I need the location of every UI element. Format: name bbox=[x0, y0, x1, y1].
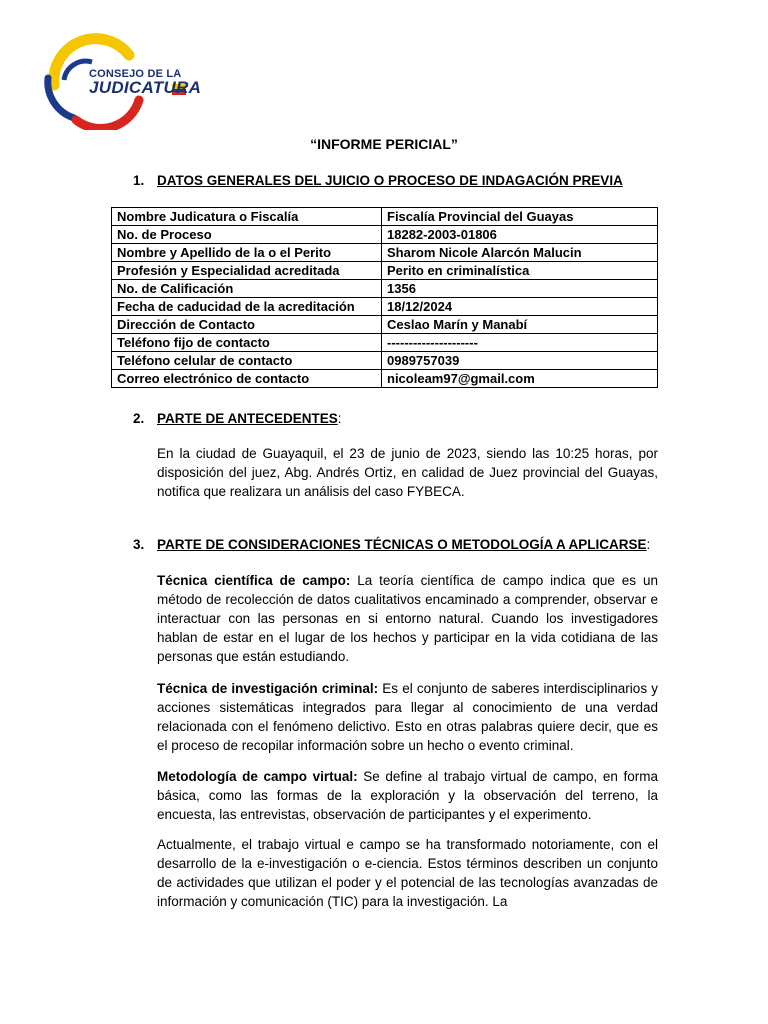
metodologia-virtual-paragraph bbox=[157, 767, 658, 824]
tecnica-cientifica-paragraph bbox=[157, 571, 658, 666]
section2-colon: : bbox=[337, 411, 342, 426]
row-value: Ceslao Marín y Manabí bbox=[382, 316, 658, 334]
section3-colon: : bbox=[646, 537, 651, 552]
section1-number: 1. bbox=[133, 173, 145, 188]
tecnica-cientifica-text: La teoría científica de campo indica que es un método de recolección de datos cualitativos encaminado a comprender, observar e interactuar con las personas en si entorno natural. Cuando los investigadores hablan de estar en el lugar de los hechos y participar en la vida cotidiana de las personas que están estudiando. bbox=[157, 573, 658, 664]
row-label: No. de Calificación bbox=[112, 280, 382, 298]
table-row bbox=[112, 316, 658, 334]
logo-inner-blue-arc bbox=[64, 61, 92, 80]
section1-heading bbox=[133, 173, 623, 188]
row-value: 18282-2003-01806 bbox=[382, 226, 658, 244]
row-value: Sharom Nicole Alarcón Malucin bbox=[382, 244, 658, 262]
section1-title: DATOS GENERALES DEL JUICIO O PROCESO DE INDAGACIÓN PREVIA bbox=[157, 173, 623, 188]
section2-number: 2. bbox=[133, 411, 145, 426]
table-row bbox=[112, 208, 658, 226]
row-label: Fecha de caducidad de la acreditación bbox=[112, 298, 382, 316]
row-value: 18/12/2024 bbox=[382, 298, 658, 316]
section3-title: PARTE DE CONSIDERACIONES TÉCNICAS O METODOLOGÍA A APLICARSE bbox=[157, 537, 647, 552]
row-value: 0989757039 bbox=[382, 352, 658, 370]
row-label: No. de Proceso bbox=[112, 226, 382, 244]
row-value: --------------------- bbox=[382, 334, 658, 352]
metodologia-virtual-text: Se define al trabajo virtual de campo, en forma básica, como las formas de la exploración y la observación del terreno, la encuesta, las entrevistas, observación de participantes y el experimento. bbox=[157, 769, 658, 822]
table-row bbox=[112, 298, 658, 316]
antecedentes-paragraph: En la ciudad de Guayaquil, el 23 de junio de 2023, siendo las 10:25 horas, por disposición del juez, Abg. Andrés Ortiz, en calidad de Juez provincial del Guayas, notifica que realizara un análisis del caso FYBECA. bbox=[157, 446, 658, 499]
section3-heading bbox=[133, 537, 650, 552]
row-value: Fiscalía Provincial del Guayas bbox=[382, 208, 658, 226]
table-row bbox=[112, 262, 658, 280]
section2-heading bbox=[133, 411, 342, 426]
row-label: Profesión y Especialidad acreditada bbox=[112, 262, 382, 280]
tecnica-investigacion-term: Técnica de investigación criminal: bbox=[157, 681, 379, 696]
row-value: Perito en criminalística bbox=[382, 262, 658, 280]
table-row bbox=[112, 352, 658, 370]
tecnica-investigacion-paragraph bbox=[157, 679, 658, 755]
logo-text-line2: JUDICATURA bbox=[89, 78, 202, 97]
table-row bbox=[112, 370, 658, 388]
table-row bbox=[112, 334, 658, 352]
table-row bbox=[112, 244, 658, 262]
row-label: Teléfono celular de contacto bbox=[112, 352, 382, 370]
actualmente-paragraph: Actualmente, el trabajo virtual e campo se ha transformado notoriamente, con el desarrollo de la e-investigación o e-ciencia. Estos términos describen un conjunto de actividades que utilizan el poder y el potencial de las tecnologías avanzadas de información y comunicación (TIC) para la investigación. La bbox=[157, 837, 658, 909]
metodologia-virtual-term: Metodología de campo virtual: bbox=[157, 769, 358, 784]
row-label: Correo electrónico de contacto bbox=[112, 370, 382, 388]
document-title: “INFORME PERICIAL” bbox=[310, 136, 458, 152]
row-value: 1356 bbox=[382, 280, 658, 298]
row-value: nicoleam97@gmail.com bbox=[382, 370, 658, 388]
section3-number: 3. bbox=[133, 537, 145, 552]
case-data-table bbox=[111, 207, 658, 388]
section2-title: PARTE DE ANTECEDENTES bbox=[157, 411, 338, 426]
table-row bbox=[112, 280, 658, 298]
tecnica-cientifica-term: Técnica científica de campo: bbox=[157, 573, 351, 588]
row-label: Dirección de Contacto bbox=[112, 316, 382, 334]
row-label: Nombre y Apellido de la o el Perito bbox=[112, 244, 382, 262]
tecnica-investigacion-text: Es el conjunto de saberes interdisciplinarios y acciones sistemáticas integrados para llegar al conocimiento de una verdad relacionada con el fenómeno delictivo. Esto en otras palabras quiere decir, que es el proceso de recopilar información sobre un hecho o evento criminal. bbox=[157, 681, 658, 753]
table-row bbox=[112, 226, 658, 244]
logo-red-arc bbox=[76, 100, 139, 129]
logo-text-line1: CONSEJO DE LA bbox=[89, 68, 182, 80]
row-label: Nombre Judicatura o Fiscalía bbox=[112, 208, 382, 226]
row-label: Teléfono fijo de contacto bbox=[112, 334, 382, 352]
